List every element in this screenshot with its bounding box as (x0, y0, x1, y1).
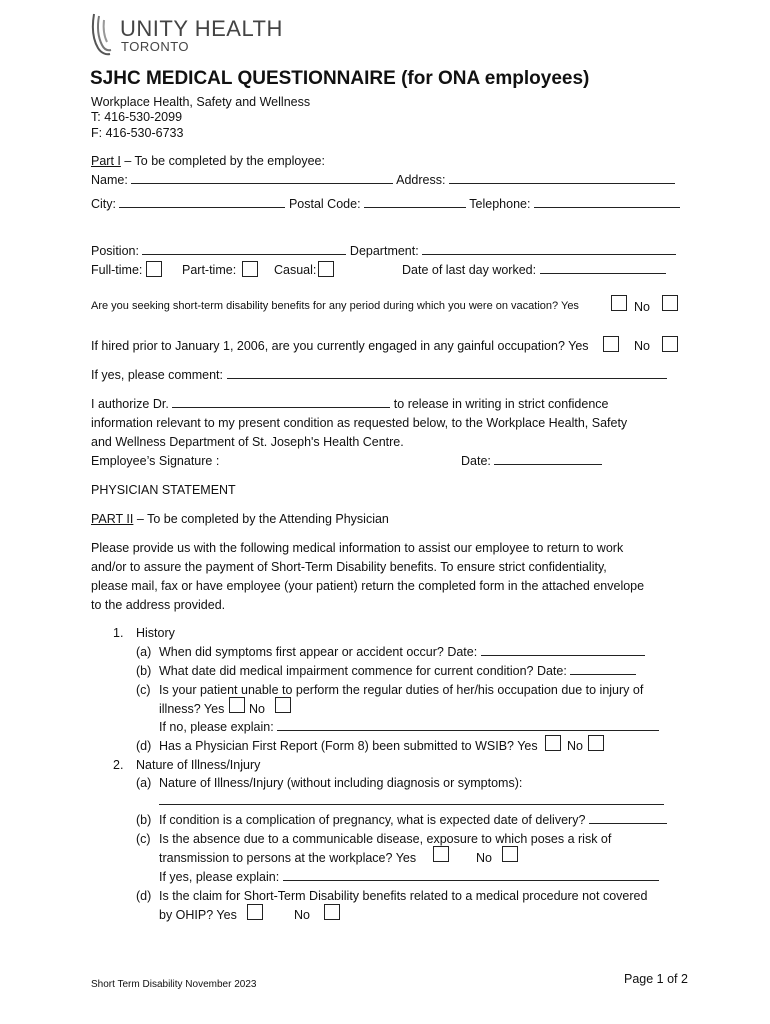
authorize-row (91, 395, 608, 413)
s2c-no-label: No (476, 851, 492, 865)
s1c-yes-checkbox[interactable] (229, 697, 245, 713)
s1c-text2: illness? Yes (159, 702, 225, 716)
s1c-explain-label: If no, please explain: (159, 720, 274, 734)
s2a-label: (a) (136, 776, 152, 790)
comment-field[interactable] (227, 366, 667, 379)
s1d-yes-checkbox[interactable] (545, 735, 561, 751)
s2b-row (159, 811, 667, 829)
vacation-no-checkbox[interactable] (662, 295, 678, 311)
intro-line3: please mail, fax or have employee (your patient) return the completed form in the attached envelope (91, 579, 645, 593)
s1d-no-label: No (567, 739, 583, 753)
s2-title: Nature of Illness/Injury (136, 758, 261, 772)
s1c-no-checkbox[interactable] (275, 697, 291, 713)
casual-label: Casual: (274, 263, 317, 277)
s2d-no-checkbox[interactable] (324, 904, 340, 920)
signature-label: Employee’s Signature : (91, 454, 220, 468)
position-field[interactable] (142, 242, 346, 255)
footer-page-number: Page 1 of 2 (624, 972, 688, 986)
intro-line4: to the address provided. (91, 598, 226, 612)
s2c-label: (c) (136, 832, 151, 846)
s2c-explain-label: If yes, please explain: (159, 870, 280, 884)
hired-no-checkbox[interactable] (662, 336, 678, 352)
authorize-text3: and Wellness Department of St. Joseph's Health Centre. (91, 435, 404, 449)
logo-line1: UNITY HEALTH (120, 16, 283, 41)
s1c-label: (c) (136, 683, 151, 697)
s2b-text: If condition is a complication of pregnancy, what is expected date of delivery? (159, 813, 586, 827)
vacation-no-label: No (634, 300, 650, 314)
name-field[interactable] (131, 171, 393, 184)
s1c-explain-field[interactable] (277, 718, 659, 731)
s2d-text1: Is the claim for Short-Term Disability benefits related to a medical procedure not covered (159, 889, 648, 903)
parttime-checkbox[interactable] (242, 261, 258, 277)
s2b-field[interactable] (589, 811, 667, 824)
s1b-text: What date did medical impairment commence for current condition? Date: (159, 664, 567, 678)
s2a-field[interactable] (159, 792, 664, 805)
name-label: Name: (91, 173, 128, 187)
s2d-yes-checkbox[interactable] (247, 904, 263, 920)
physician-statement-heading: PHYSICIAN STATEMENT (91, 483, 236, 497)
date-field[interactable] (494, 452, 602, 465)
postal-label: Postal Code: (288, 197, 361, 211)
s2c-explain-field[interactable] (283, 868, 659, 881)
s1a-text: When did symptoms first appear or accident occur? Date: (159, 645, 478, 659)
last-day-label: Date of last day worked: (402, 263, 537, 277)
vacation-question: Are you seeking short-term disability benefits for any period during which you were on vacation? Yes (91, 300, 579, 312)
s1b-date-field[interactable] (570, 662, 636, 675)
last-day-field[interactable] (540, 261, 666, 274)
s1a-row (159, 643, 645, 661)
intro-line2: and/or to assure the payment of Short-Term Disability benefits. To ensure strict confidentiality, (91, 560, 607, 574)
s1b-row (159, 662, 636, 680)
department-label: Department: (349, 244, 419, 258)
s1a-date-field[interactable] (481, 643, 645, 656)
department-field[interactable] (422, 242, 676, 255)
s1d-text: Has a Physician First Report (Form 8) been submitted to WSIB? Yes (159, 739, 538, 753)
name-row (91, 171, 675, 189)
address-label: Address: (396, 173, 446, 187)
s2d-label: (d) (136, 889, 152, 903)
date-row (461, 452, 602, 470)
doctor-name-field[interactable] (172, 395, 390, 408)
authorize-text2: information relevant to my present condition as requested below, to the Workplace Health, Safety (91, 416, 628, 430)
s2c-no-checkbox[interactable] (502, 846, 518, 862)
s2c-yes-checkbox[interactable] (433, 846, 449, 862)
s2c-text2: transmission to persons at the workplace? Yes (159, 851, 417, 865)
logo-line2: TORONTO (121, 39, 190, 54)
dept-phone: T: 416-530-2099 (91, 110, 183, 124)
s1d-label: (d) (136, 739, 152, 753)
s2a-text: Nature of Illness/Injury (without including diagnosis or symptoms): (159, 776, 523, 790)
fulltime-checkbox[interactable] (146, 261, 162, 277)
s2d-no-label: No (294, 908, 310, 922)
s2c-text1: Is the absence due to a communicable disease, exposure to which poses a risk of (159, 832, 612, 846)
s1c-no-label: No (249, 702, 265, 716)
s1a-label: (a) (136, 645, 152, 659)
s2-number: 2. (113, 758, 124, 772)
dept-fax: F: 416-530-6733 (91, 126, 184, 140)
s2b-label: (b) (136, 813, 152, 827)
vacation-yes-checkbox[interactable] (611, 295, 627, 311)
s1d-no-checkbox[interactable] (588, 735, 604, 751)
city-field[interactable] (119, 195, 285, 208)
casual-checkbox[interactable] (318, 261, 334, 277)
date-label: Date: (461, 454, 491, 468)
authorize-dr-label: I authorize Dr. (91, 397, 169, 411)
s2c-explain-row (159, 868, 659, 886)
s1-number: 1. (113, 626, 124, 640)
parttime-label: Part-time: (182, 263, 237, 277)
comment-row (91, 366, 667, 384)
telephone-field[interactable] (534, 195, 680, 208)
dept-name: Workplace Health, Safety and Wellness (91, 95, 311, 109)
s2a-field-row (159, 792, 664, 810)
fulltime-label: Full-time: (91, 263, 143, 277)
postal-field[interactable] (364, 195, 466, 208)
hired-no-label: No (634, 339, 650, 353)
intro-line1: Please provide us with the following medical information to assist our employee to return to work (91, 541, 624, 555)
authorize-text1: to release in writing in strict confidence (393, 397, 609, 411)
comment-label: If yes, please comment: (91, 368, 224, 382)
position-label: Position: (91, 244, 139, 258)
hired-yes-checkbox[interactable] (603, 336, 619, 352)
address-field[interactable] (449, 171, 675, 184)
part2-heading: PART II – To be completed by the Attending Physician (91, 512, 389, 526)
s1c-text1: Is your patient unable to perform the regular duties of her/his occupation due to injury of (159, 683, 644, 697)
s1c-explain-row (159, 718, 659, 736)
footer-left: Short Term Disability November 2023 (91, 979, 257, 990)
city-label: City: (91, 197, 116, 211)
s2d-text2: by OHIP? Yes (159, 908, 237, 922)
telephone-label: Telephone: (469, 197, 531, 211)
city-row (91, 195, 680, 213)
part1-heading: Part I – To be completed by the employee: (91, 154, 325, 168)
last-day-row (402, 261, 666, 279)
unity-health-swirl-icon (90, 12, 116, 56)
hired-question: If hired prior to January 1, 2006, are you currently engaged in any gainful occupation? Yes (91, 339, 589, 353)
s1b-label: (b) (136, 664, 152, 678)
position-row (91, 242, 676, 260)
page-title: SJHC MEDICAL QUESTIONNAIRE (for ONA employees) (90, 68, 590, 89)
s1-title: History (136, 626, 175, 640)
